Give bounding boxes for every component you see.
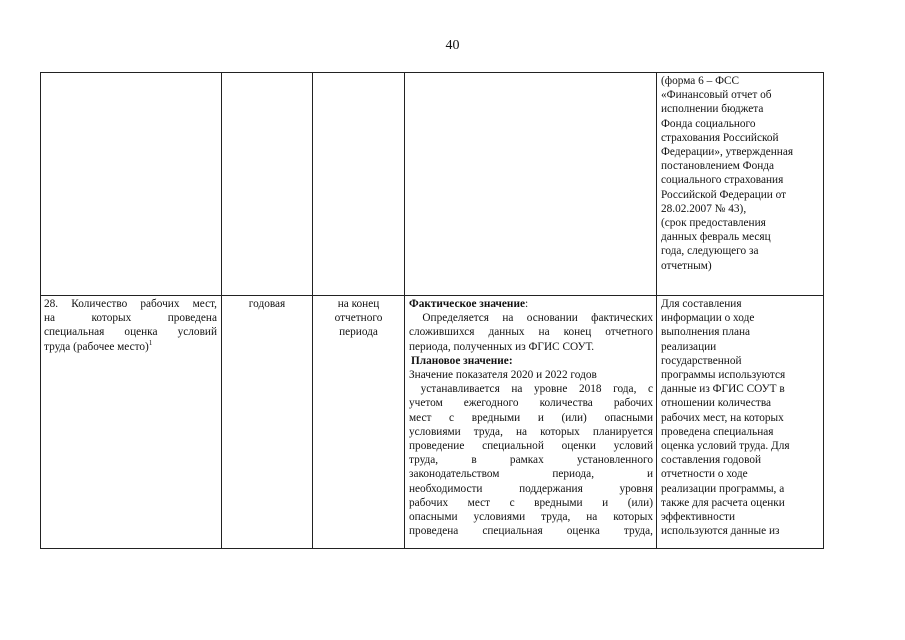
text-line: рабочих мест с вредными и (или) [409,496,653,509]
text-line: «Финансовый отчет об [661,89,772,102]
text-line: реализации [661,340,717,353]
text-line: Российской Федерации от [661,188,787,201]
footnote-marker: 1 [148,338,153,347]
text-line: Значение показателя 2020 и 2022 годов [409,369,597,382]
text-line: (срок предоставления [661,217,766,230]
text-line: также для расчета оценки [661,496,785,509]
text-line: эффективности [661,511,735,524]
text-line: Определяется на основании фактических [409,312,653,325]
actual-heading-text: Фактическое значение [409,298,525,310]
text-line: специальная оценка условий [44,326,217,339]
text-line: реализации программы, а [661,482,785,495]
text-line: мест с вредными и (или) опасными [409,411,653,424]
text-line: опасными условиями труда, на которых [409,511,653,524]
text-line: учетом ежегодного количества рабочих [409,397,653,410]
source-cell [661,297,821,538]
text-line: информации о ходе [661,312,755,325]
periodicity-value: годовая [248,298,286,310]
text-line: социального страхования [661,174,784,187]
planned-value-heading: Плановое значение: [411,354,513,367]
text-line: используются данные из [661,525,780,538]
text-line: проведена специальная оценка труда, [409,525,653,538]
indicator-last-line: труда (рабочее место) [44,340,149,353]
text-line: условиями труда, на которых планируется [409,425,653,438]
text-line [44,340,217,354]
actual-heading-colon: : [524,298,529,310]
text-line: страхования Российской [661,131,779,144]
text-line: данных февраль месяц [661,231,771,244]
text-line: периода, полученных из ФГИС СОУТ. [409,340,595,353]
text-line: исполнении бюджета [661,103,764,116]
text-line: выполнения плана [661,326,751,339]
text-line: на конец [337,298,380,310]
text-line: оценка условий труда. Для [661,440,790,453]
page-number: 40 [445,38,460,53]
methodology-cell [409,297,653,538]
text-line: на которых проведена [44,312,217,325]
text-line: отчетным) [661,259,712,272]
text-line: программы используются [661,369,786,382]
text-line: (форма 6 – ФСС [661,75,740,87]
text-line: труда, в рамках установленного [409,454,653,467]
text-line: года, следующего за [661,245,759,258]
text-line: сложившихся данных на конец отчетного [409,326,653,339]
text-line: постановлением Фонда [661,160,775,173]
text-line: законодательством периода, и [409,468,653,481]
text-line: проведение специальной оценки условий [409,440,653,453]
prev-row-source-cell [661,74,821,273]
text-line: рабочих мест, на которых [661,411,784,424]
text-line: отношении количества [661,397,772,410]
text-line: данные из ФГИС СОУТ в [661,383,785,396]
text-line: Федерации», утвержденная [661,146,794,159]
text-line: Для составления [661,298,742,310]
text-line: составления годовой [661,454,762,467]
actual-value-heading [409,297,653,311]
text-line: необходимости поддержания уровня [409,482,653,495]
text-line: периода [339,326,378,339]
text-line: отчетности о ходе [661,468,748,481]
text-line: 28. Количество рабочих мест, [44,298,217,310]
text-line: 28.02.2007 № 43), [661,202,747,215]
timing-cell [314,297,403,340]
text-line: Фонда социального [661,117,756,130]
text-line: устанавливается на уровне 2018 года, с [409,383,653,396]
text-line: проведена специальная [661,425,774,438]
text-line: государственной [661,354,742,367]
periodicity-cell [223,297,311,311]
text-line: отчетного [334,312,383,325]
indicator-cell [44,297,217,354]
